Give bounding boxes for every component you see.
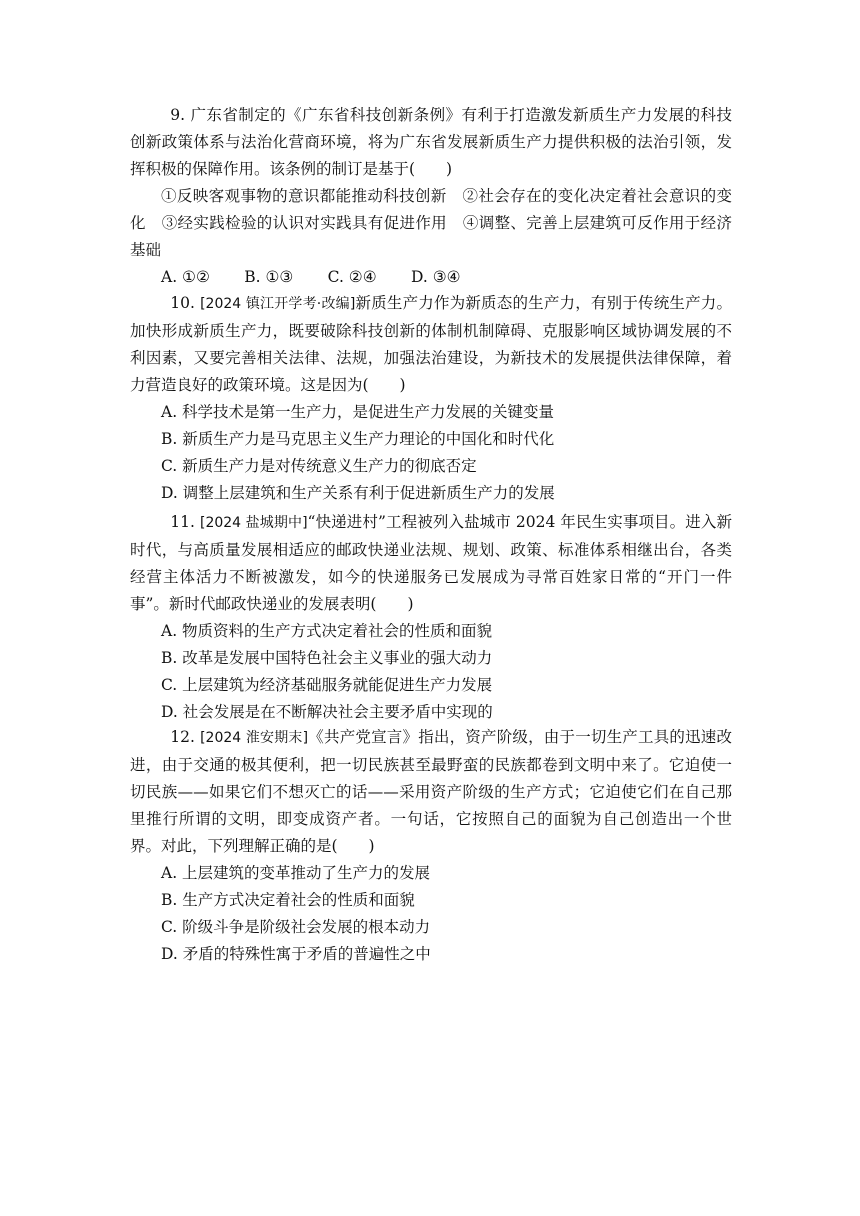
question-number: 10. xyxy=(170,294,201,312)
question-9-stem: 9. 广东省制定的《广东省科技创新条例》有利于打造激发新质生产力发展的科技创新政策体系与法治化营商环境，将为广东省发展新质生产力提供积极的法治引领，发挥积极的保障作用。该条例的制订是基于( ) xyxy=(130,106,732,178)
question-9-statements: ①反映客观事物的意识都能推动科技创新 ②社会存在的变化决定着社会意识的变化 ③经实践检验的认识对实践具有促进作用 ④调整、完善上层建筑可反作用于经济基础 xyxy=(130,187,732,259)
question-12 xyxy=(130,724,732,968)
source-tag: [2024 盐城期中] xyxy=(199,515,308,531)
option-c: C. 新质生产力是对传统意义生产力的彻底否定 xyxy=(161,457,477,475)
option-a: A. 物质资料的生产方式决定着社会的性质和面貌 xyxy=(161,622,493,640)
option-b: B. 生产方式决定着社会的性质和面貌 xyxy=(161,891,415,909)
option-b: B. 新质生产力是马克思主义生产力理论的中国化和时代化 xyxy=(161,430,555,448)
question-text: 新质生产力作为新质态的生产力，有别于传统生产力。加快形成新质生产力，既要破除科技创新的体制机制障碍、克服影响区域协调发展的不利因素，又要完善相关法律、法规，加强法治建设，为新技术的发展提供法律保障，着力营造良好的政策环境。这是因为( ) xyxy=(130,294,732,394)
option-b: B. ①③ xyxy=(244,268,294,286)
question-number: 12. xyxy=(170,728,201,746)
question-11-stem xyxy=(130,509,732,618)
option-d: D. 矛盾的特殊性寓于矛盾的普遍性之中 xyxy=(161,945,431,963)
option-d: D. ③④ xyxy=(410,268,461,286)
question-9-options xyxy=(130,264,732,291)
question-12-stem xyxy=(130,724,732,860)
option-a: A. 科学技术是第一生产力，是促进生产力发展的关键变量 xyxy=(161,403,555,421)
question-11 xyxy=(130,509,732,726)
option-d: D. 调整上层建筑和生产关系有利于促进新质生产力的发展 xyxy=(161,484,555,502)
question-text: “快递进村”工程被列入盐城市 2024 年民生实事项目。进入新时代，与高质量发展相适应的邮政快递业法规、规划、政策、标准体系相继出台，各类经营主体活力不断被激发，如今的快递服务已发展成为寻常百姓家日常的“开门一件事”。新时代邮政快递业的发展表明( ) xyxy=(130,513,732,613)
question-10 xyxy=(130,290,732,507)
question-text: 《共产党宣言》指出，资产阶级，由于一切生产工具的迅速改进，由于交通的极其便利，把一切民族甚至最野蛮的民族都卷到文明中来了。它迫使一切民族——如果它们不想灭亡的话——采用资产阶级的生产方式；它迫使它们在自己那里推行所谓的文明，即变成资产者。一句话，它按照自己的面貌为自己创造出一个世界。对此，下列理解正确的是( ) xyxy=(130,728,732,855)
option-a: A. ①② xyxy=(161,268,210,286)
question-9 xyxy=(130,102,732,291)
source-tag: [2024 镇江开学考·改编] xyxy=(200,296,356,312)
option-c: C. 阶级斗争是阶级社会发展的根本动力 xyxy=(161,918,431,936)
option-c: C. 上层建筑为经济基础服务就能促进生产力发展 xyxy=(161,676,493,694)
question-number: 11. xyxy=(170,513,200,531)
option-a: A. 上层建筑的变革推动了生产力的发展 xyxy=(161,864,431,882)
option-c: C. ②④ xyxy=(327,268,377,286)
option-b: B. 改革是发展中国特色社会主义事业的强大动力 xyxy=(161,649,493,667)
question-10-stem xyxy=(130,290,732,399)
source-tag: [2024 淮安期末] xyxy=(200,730,309,746)
option-d: D. 社会发展是在不断解决社会主要矛盾中实现的 xyxy=(161,703,493,721)
